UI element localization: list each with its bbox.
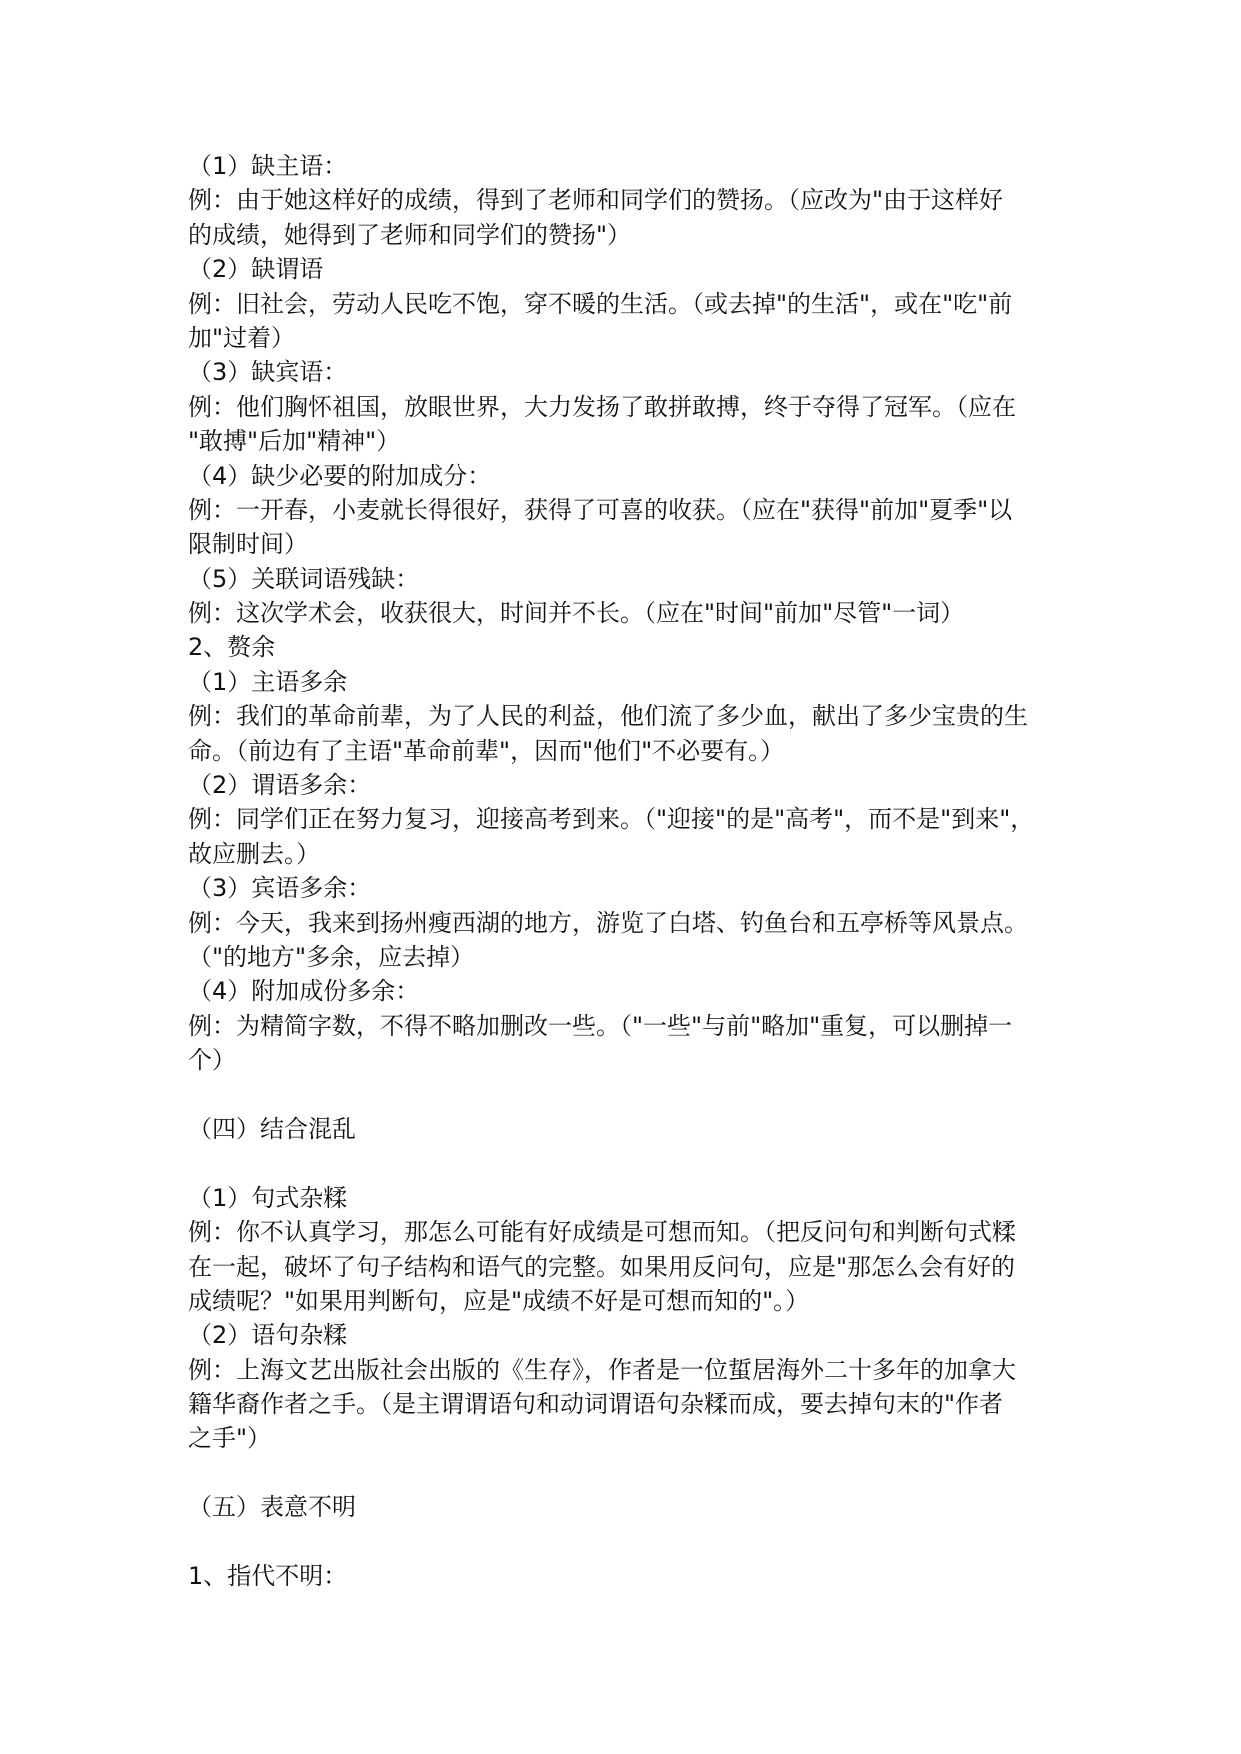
text-line: 加"过着） <box>188 323 296 352</box>
text-line: （1）主语多余 <box>188 667 348 696</box>
text-line: （2）谓语多余： <box>188 771 372 800</box>
text-line: 命。（前边有了主语"革命前辈"，因而"他们"不必要有。） <box>188 736 785 765</box>
text-line: 限制时间） <box>188 530 308 559</box>
text-line: 例：他们胸怀祖国，放眼世界，大力发扬了敢拼敢搏，终于夺得了冠军。（应在 <box>188 392 1016 421</box>
text-line: 籍华裔作者之手。（是主谓谓语句和动词谓语句杂糅而成，要去掉句末的"作者 <box>188 1390 1004 1419</box>
document-body <box>188 149 1068 1593</box>
blank-line <box>188 1146 1068 1180</box>
text-line: 例：今天，我来到扬州瘦西湖的地方，游览了白塔、钓鱼台和五亭桥等风景点。 <box>188 908 1028 937</box>
blank-line <box>188 1525 1068 1559</box>
text-line: 例：一开春，小麦就长得很好，获得了可喜的收获。（应在"获得"前加"夏季"以 <box>188 495 1013 524</box>
text-line: （3）缺宾语： <box>188 358 348 387</box>
text-line: （2）缺谓语 <box>188 255 324 284</box>
text-line: 例：这次学术会，收获很大，时间并不长。（应在"时间"前加"尽管"一词） <box>188 599 965 628</box>
text-line: （2）语句杂糅 <box>188 1321 348 1350</box>
blank-line <box>188 1456 1068 1490</box>
text-line: （5）关联词语残缺： <box>188 564 420 593</box>
section-heading: 1、指代不明： <box>188 1562 348 1591</box>
section-heading: （四）结合混乱 <box>188 1114 356 1143</box>
text-line: （4）附加成份多余： <box>188 977 420 1006</box>
text-line: （"的地方"多余，应去掉） <box>188 942 475 971</box>
text-line: （3）宾语多余： <box>188 874 372 903</box>
text-line: 例：旧社会，劳动人民吃不饱，穿不暖的生活。（或去掉"的生活"，或在"吃"前 <box>188 289 1013 318</box>
text-line: 故应删去。） <box>188 839 320 868</box>
text-line: （1）缺主语： <box>188 152 348 180</box>
text-line: 例：我们的革命前辈，为了人民的利益，他们流了多少血，献出了多少宝贵的生 <box>188 702 1028 731</box>
text-line: 成绩呢？"如果用判断句，应是"成绩不好是可想而知的"。） <box>188 1286 810 1315</box>
section-heading: 2、赘余 <box>188 633 276 662</box>
text-line: 在一起，破坏了句子结构和语气的完整。如果用反问句，应是"那怎么会有好的 <box>188 1252 1016 1281</box>
text-line: 例：上海文艺出版社会出版的《生存》，作者是一位蜇居海外二十多年的加拿大 <box>188 1355 1016 1384</box>
text-line: 个） <box>188 1046 236 1075</box>
blank-line <box>188 1078 1068 1112</box>
text-line: （4）缺少必要的附加成分： <box>188 461 492 490</box>
text-line: 的成绩，她得到了老师和同学们的赞扬"） <box>188 220 632 249</box>
text-line: "敢搏"后加"精神"） <box>188 427 401 456</box>
text-line: 例：同学们正在努力复习，迎接高考到来。（"迎接"的是"高考"，而不是"到来"， <box>188 805 1035 834</box>
text-line: 例：为精简字数，不得不略加删改一些。（"一些"与前"略加"重复，可以删掉一 <box>188 1011 1013 1040</box>
text-line: （1）句式杂糅 <box>188 1183 348 1212</box>
text-line: 例：由于她这样好的成绩，得到了老师和同学们的赞扬。（应改为"由于这样好 <box>188 186 1004 215</box>
text-line: 例：你不认真学习，那怎么可能有好成绩是可想而知。（把反问句和判断句式糅 <box>188 1218 1016 1247</box>
section-heading: （五）表意不明 <box>188 1493 356 1522</box>
text-line: 之手"） <box>188 1424 272 1453</box>
